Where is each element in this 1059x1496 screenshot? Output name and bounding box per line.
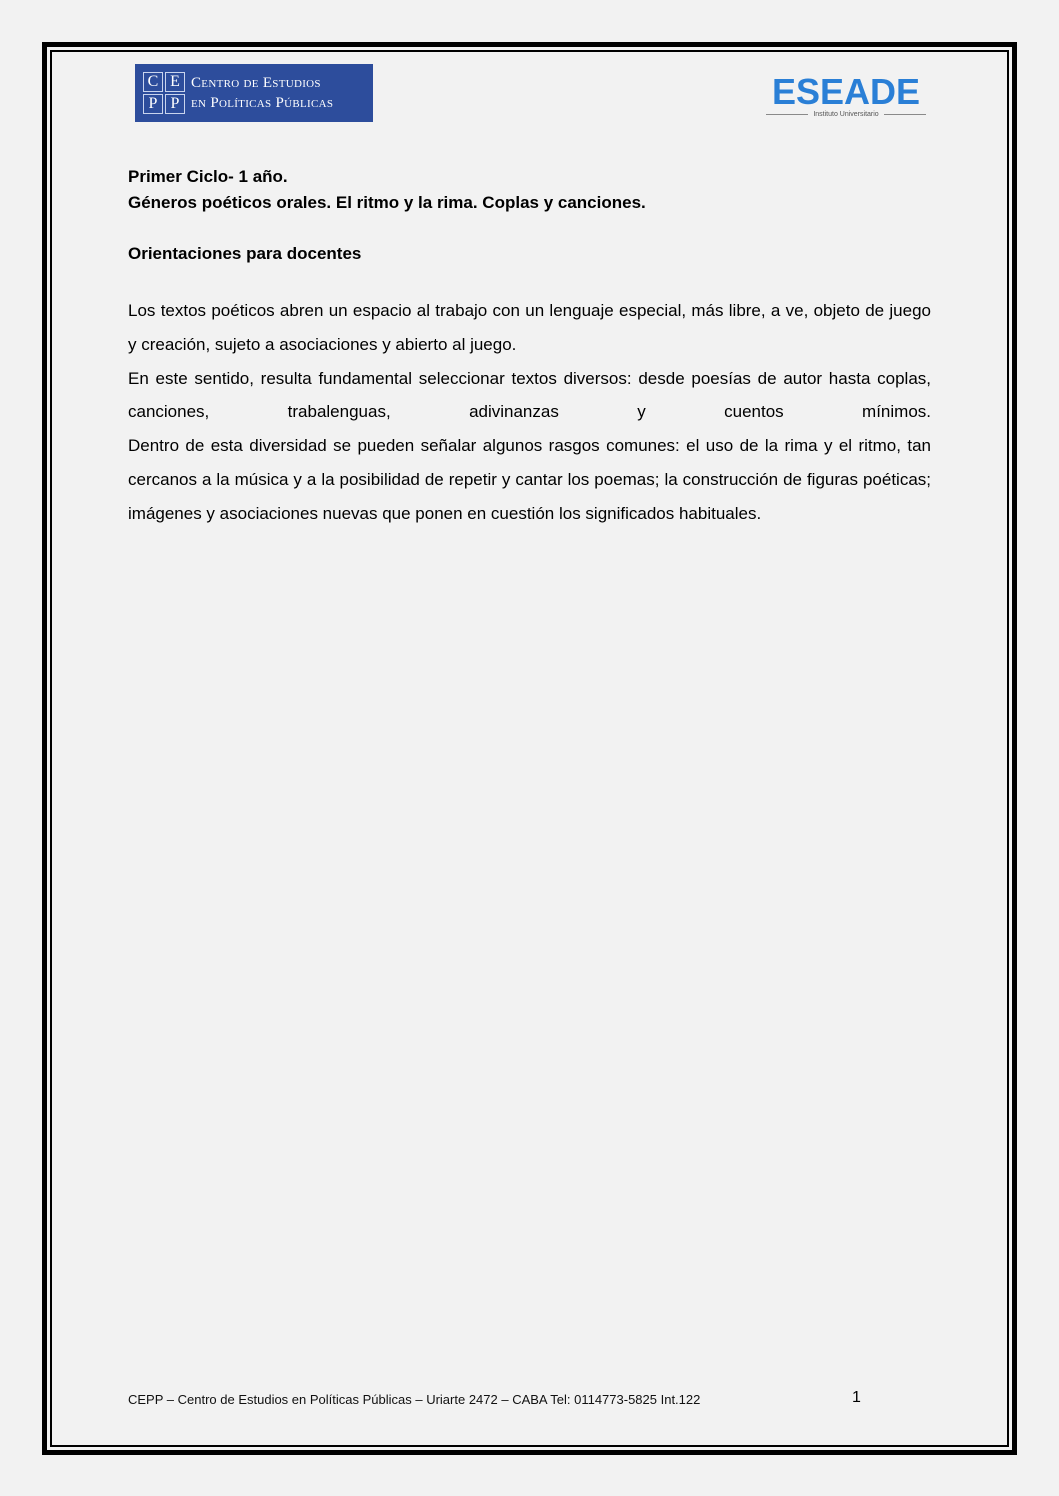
footer-address: CEPP – Centro de Estudios en Políticas Públicas – Uriarte 2472 – CABA Tel: 0114773-5825 Int.122 — [128, 1392, 701, 1407]
eseade-logo-subtitle: Instituto Universitario — [813, 111, 879, 118]
eseade-rule-left — [766, 114, 808, 115]
cepp-letter-p1: P — [143, 94, 163, 114]
cepp-letter-p2: P — [165, 94, 185, 114]
eseade-logo-wordmark: ESEADE — [771, 71, 921, 112]
cepp-logo — [135, 64, 373, 122]
paragraph-selection-rest: Dentro de esta diversidad se pueden señalar algunos rasgos comunes: el uso de la rima y el ritmo, tan cercanos a la música y a la posibilidad de repetir y cantar los poemas; la construcción de figuras poéticas; imágenes y asociaciones nuevas que ponen en cuestión los significados habituales. — [128, 436, 931, 523]
cepp-monogram — [143, 72, 185, 114]
topic-heading: Géneros poéticos orales. El ritmo y la rima. Coplas y canciones. — [128, 193, 646, 212]
eseade-rule-right — [884, 114, 926, 115]
eseade-logo — [766, 72, 926, 122]
paragraph-selection-lead: En este sentido, resulta fundamental seleccionar textos diversos: desde poesías de autor hasta coplas, canciones, trabalenguas, adivinanzas y cuentos mínimos. — [128, 368, 931, 422]
cepp-logo-line1: Centro de Estudios — [191, 75, 321, 91]
cepp-logo-name — [191, 73, 333, 113]
section-title: Orientaciones para docentes — [128, 244, 362, 263]
cepp-logo-line2: en Políticas Públicas — [191, 95, 334, 111]
document-body — [128, 294, 931, 531]
cepp-letter-e: E — [165, 72, 185, 92]
cycle-heading: Primer Ciclo- 1 año. — [128, 167, 288, 186]
page-number: 1 — [852, 1389, 861, 1406]
eseade-logo-subtitle-row — [766, 111, 926, 118]
paragraph-intro: Los textos poéticos abren un espacio al trabajo con un lenguaje especial, más libre, a ve, objeto de juego y creación, sujeto a asociaciones y abierto al juego. — [128, 301, 931, 354]
cepp-letter-c: C — [143, 72, 163, 92]
